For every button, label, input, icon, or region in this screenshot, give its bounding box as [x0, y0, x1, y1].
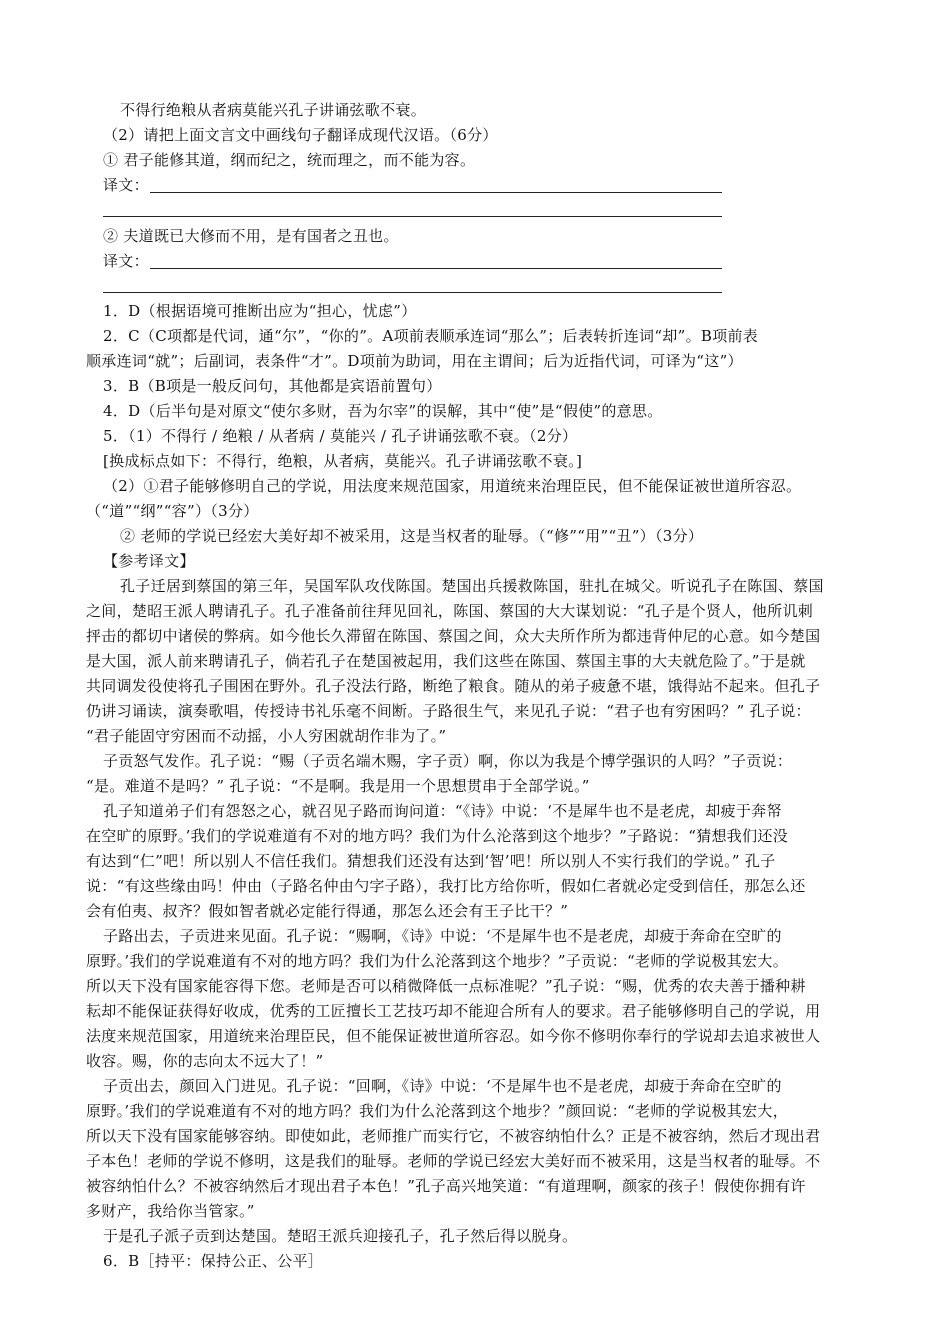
- answer-line: （“道”“纲”“容”）（3分）: [86, 502, 259, 520]
- answer-line: 3．B（B项是一般反问句，其他都是宾语前置句）: [103, 377, 442, 395]
- translation-paragraph-line: 之间，楚昭王派人聘请孔子。孔子准备前往拜见回礼，陈国、蔡国的大大谋划说：“孔子是个贤人，他所讥刺: [86, 602, 814, 620]
- translation-paragraph-line: 子贡出去，颜回入门进见。孔子说：“回啊，《诗》中说：‘不是犀牛也不是老虎，却疲于奔命在空旷的: [103, 1077, 782, 1095]
- translation-paragraph-line: 抨击的都切中诸侯的弊病。如今他长久滞留在陈国、蔡国之间，众大夫所作所为都违背仲尼的心意。如今楚国: [86, 627, 821, 645]
- answer-blank-line: [103, 292, 722, 293]
- translation-paragraph-line: 共同调发役使将孔子围困在野外。孔子没法行路，断绝了粮食。随从的弟子疲惫不堪，饿得站不起来。但孔子: [86, 677, 821, 695]
- translation-paragraph-line: 仍讲习诵读，演奏歌唱，传授诗书礼乐毫不间断。子路很生气，来见孔子说：“君子也有穷困吗？” 孔子说：: [86, 702, 811, 720]
- answer-blank-line: [150, 268, 722, 269]
- translation-paragraph-line: 多财产，我给你当管家。”: [86, 1202, 255, 1220]
- text-line: 不得行绝粮从者病莫能兴孔子讲诵弦歌不衰。: [120, 101, 427, 119]
- answer-line: 4．D（后半句是对原文“使尔多财，吾为尔宰”的误解，其中“使”是“假使”的意思。: [103, 402, 663, 420]
- sentence-2: ② 夫道既已大修而不用，是有国者之丑也。: [103, 227, 399, 245]
- translation-paragraph-line: “君子能固守穷困而不动摇，小人穷困就胡作非为了。”: [86, 727, 447, 745]
- translation-paragraph-line: 耘却不能保证获得好收成，优秀的工匠擅长工艺技巧却不能迎合所有人的要求。君子能够修明自己的学说，用: [86, 1002, 821, 1020]
- translation-paragraph-line: 孔子知道弟子们有怨怒之心，就召见子路而询问道：“《诗》中说：‘不是犀牛也不是老虎，却疲于奔帑: [103, 802, 782, 820]
- translation-paragraph-line: 所以天下没有国家能容得下您。老师是否可以稍微降低一点标准呢？”孔子说：“赐，优秀的农夫善于播种耕: [86, 977, 806, 995]
- translation-paragraph-line: 所以天下没有国家能够容纳。即使如此，老师推广而实行它，不被容纳怕什么？正是不被容纳，然后才现出君: [86, 1127, 821, 1145]
- answer-line: 6．B［持平：保持公正、公平］: [103, 1252, 324, 1270]
- question-prompt: （2）请把上面文言文中画线句子翻译成现代汉语。（6分）: [103, 126, 498, 144]
- answer-line: 1．D（根据语境可推断出应为“担心，忧虑”）: [103, 302, 417, 320]
- translation-paragraph-line: 收容。赐，你的志向太不远大了！”: [86, 1052, 324, 1070]
- translation-paragraph-line: 原野。’我们的学说难道有不对的地方吗？我们为什么沦落到这个地步？”子贡说：“老师的学说极其宏大。: [86, 952, 789, 970]
- answer-line: 5．（1）不得行 / 绝粮 / 从者病 / 莫能兴 / 孔子讲诵弦歌不衰。（2分）: [103, 427, 578, 445]
- translation-paragraph-line: 孔子迁居到蔡国的第三年，吴国军队攻伐陈国。楚国出兵援救陈国，驻扎在城父。听说孔子在陈国、蔡国: [120, 577, 824, 595]
- translation-paragraph-line: 原野。’我们的学说难道有不对的地方吗？我们为什么沦落到这个地步？”颜回说：“老师的学说极其宏大，: [86, 1102, 789, 1120]
- answer-line: 2．C（C项都是代词，通“尔”，“你的”。A项前表顺承连词“那么”；后表转折连词“却”。B项前表: [103, 327, 759, 345]
- sentence-1: ① 君子能修其道，纲而纪之，统而理之，而不能为容。: [103, 151, 476, 169]
- translation-paragraph-line: 是大国，派人前来聘请孔子，倘若孔子在楚国被起用，我们这些在陈国、蔡国主事的大夫就危险了。”于是就: [86, 652, 806, 670]
- translation-paragraph-line: 子贡怒气发作。孔子说：“赐（子贡名端木赐，字子贡）啊，你以为我是个博学强识的人吗？”子贡说：: [103, 752, 793, 770]
- translation-paragraph-line: 于是孔子派子贡到达楚国。楚昭王派兵迎接孔子，孔子然后得以脱身。: [103, 1227, 578, 1245]
- translation-paragraph-line: 被容纳怕什么？不被容纳然后才现出君子本色！”孔子高兴地笑道：“有道理啊，颜家的孩子！假使你拥有许: [86, 1177, 806, 1195]
- translation-label: 译文：: [103, 252, 149, 270]
- answer-line: 顺承连词“就”；后副词，表条件“才”。D项前为助词，用在主谓间；后为近指代词，可译为“这”）: [86, 352, 743, 370]
- translation-label: 译文：: [103, 176, 149, 194]
- translation-paragraph-line: 子本色！老师的学说不修明，这是我们的耻辱。老师的学说已经宏大美好而不被采用，这是当权者的耻辱。不: [86, 1152, 821, 1170]
- translation-paragraph-line: 说：“有这些缘由吗！仲由（子路名仲由勺字子路），我打比方给你听，假如仁者就必定受到信任，那怎么还: [86, 877, 806, 895]
- translation-paragraph-line: 子路出去，子贡进来见面。孔子说：“赐啊，《诗》中说：‘不是犀牛也不是老虎，却疲于奔命在空旷的: [103, 927, 782, 945]
- translation-paragraph-line: 在空旷的原野。’我们的学说难道有不对的地方吗？我们为什么沦落到这个地步？”子路说：“猜想我们还没: [86, 827, 789, 845]
- answer-line: [换成标点如下：不得行，绝粮，从者病，莫能兴。孔子讲诵弦歌不衰。]: [103, 452, 583, 470]
- answer-blank-line: [150, 192, 722, 193]
- answer-line: ② 老师的学说已经宏大美好却不被采用，这是当权者的耻辱。（“修”“用”“丑”）（3分）: [120, 527, 704, 545]
- translation-paragraph-line: 会有伯夷、叔齐？假如智者就必定能行得通，那怎么还会有王子比干？”: [86, 902, 569, 920]
- answer-line: （2）①君子能够修明自己的学说，用法度来规范国家，用道统来治理臣民，但不能保证被世道所容忍。: [103, 477, 802, 495]
- answer-blank-line: [103, 216, 722, 217]
- translation-paragraph-line: 法度来规范国家，用道统来治理臣民，但不能保证被世道所容忍。如今你不修明你奉行的学说却去追求被世人: [86, 1027, 821, 1045]
- section-heading: 【参考译文】: [103, 552, 195, 570]
- translation-paragraph-line: 有达到“仁”吧！所以别人不信任我们。猜想我们还没有达到‘智’吧！所以别人不实行我们的学说。” 孔子: [86, 852, 776, 870]
- translation-paragraph-line: “是。难道不是吗？” 孔子说：“不是啊。我是用一个思想贯串于全部学说。”: [86, 777, 590, 795]
